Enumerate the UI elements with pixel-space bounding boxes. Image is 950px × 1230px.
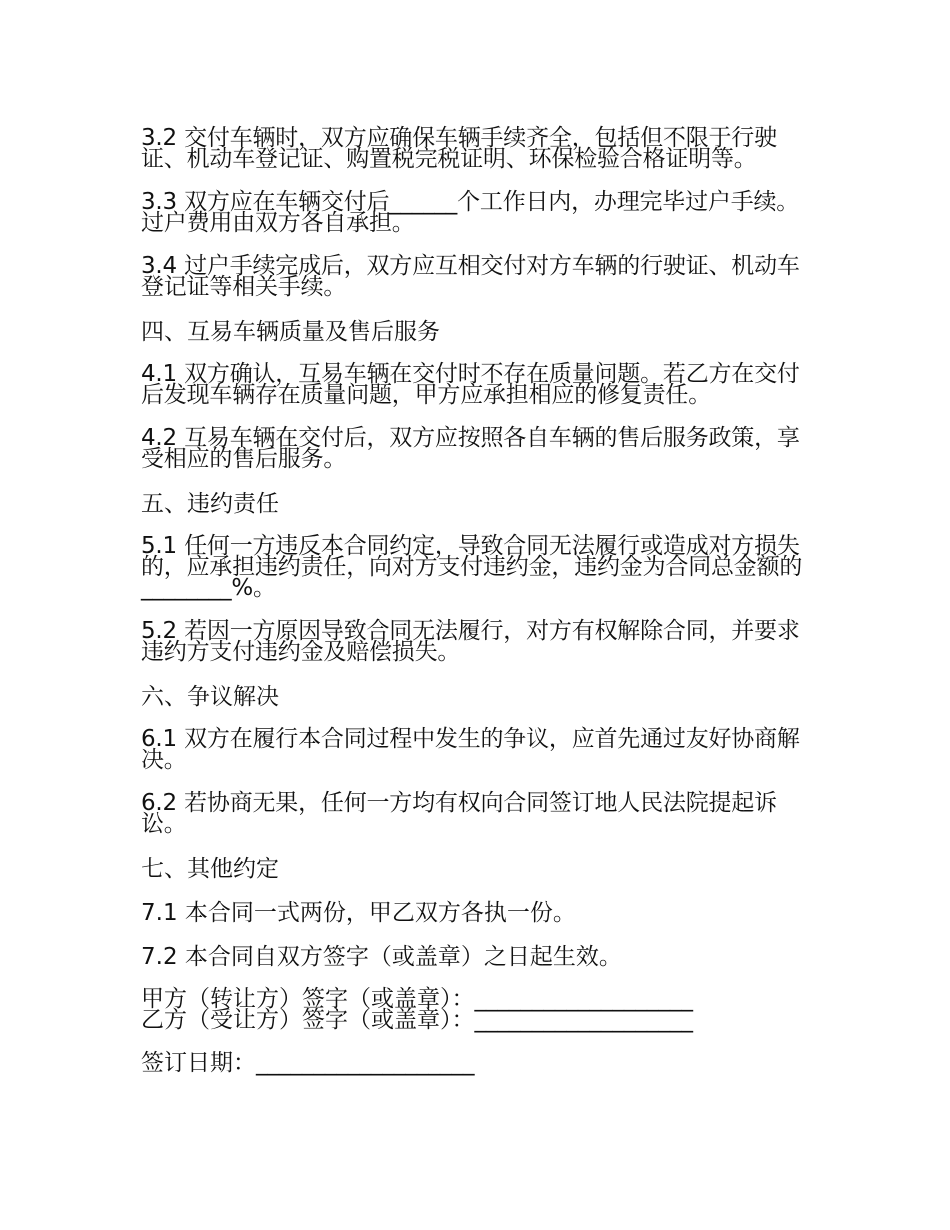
section-heading-4: 四、互易车辆质量及售后服务 — [141, 319, 440, 345]
clause-3-3: 3.3 双方应在车辆交付后______个工作日内，办理完毕过户手续。过户费用由双方各自承担。 — [141, 189, 800, 236]
clause-3-2: 3.2 交付车辆时，双方应确保车辆手续齐全，包括但不限于行驶证、机动车登记证、购置税完税证明、环保检验合格证明等。 — [141, 125, 777, 172]
clause-5-2: 5.2 若因一方原因导致合同无法履行，对方有权解除合同，并要求违约方支付违约金及赔偿损失。 — [141, 618, 800, 665]
section-heading-5: 五、违约责任 — [141, 491, 279, 517]
clause-6-1: 6.1 双方在履行本合同过程中发生的争议，应首先通过友好协商解决。 — [141, 726, 800, 773]
section-heading-7: 七、其他约定 — [141, 856, 279, 882]
signing-date-line: 签订日期：___________________ — [141, 1050, 475, 1076]
clause-7-1: 7.1 本合同一式两份，甲乙双方各执一份。 — [141, 900, 576, 926]
clause-7-2: 7.2 本合同自双方签字（或盖章）之日起生效。 — [141, 944, 622, 970]
clause-4-2: 4.2 互易车辆在交付后，双方应按照各自车辆的售后服务政策，享受相应的售后服务。 — [141, 425, 800, 472]
contract-page — [141, 125, 813, 1076]
clause-6-2: 6.2 若协商无果，任何一方均有权向合同签订地人民法院提起诉讼。 — [141, 790, 777, 837]
section-heading-6: 六、争议解决 — [141, 684, 279, 710]
clause-4-1: 4.1 双方确认，互易车辆在交付时不存在质量问题。若乙方在交付后发现车辆存在质量问题，甲方应承担相应的修复责任。 — [141, 361, 800, 408]
party-b-signature-line: 乙方（受让方）签字（或盖章）：___________________ — [141, 1007, 693, 1033]
clause-5-1: 5.1 任何一方违反本合同约定，导致合同无法履行或造成对方损失的，应承担违约责任，向对方支付违约金，违约金为合同总金额的________%。 — [141, 533, 803, 601]
clause-3-4: 3.4 过户手续完成后，双方应互相交付对方车辆的行驶证、机动车登记证等相关手续。 — [141, 253, 800, 300]
signature-block — [141, 986, 813, 1033]
party-a-signature-line: 甲方（转让方）签字（或盖章）：___________________ — [141, 986, 693, 1012]
